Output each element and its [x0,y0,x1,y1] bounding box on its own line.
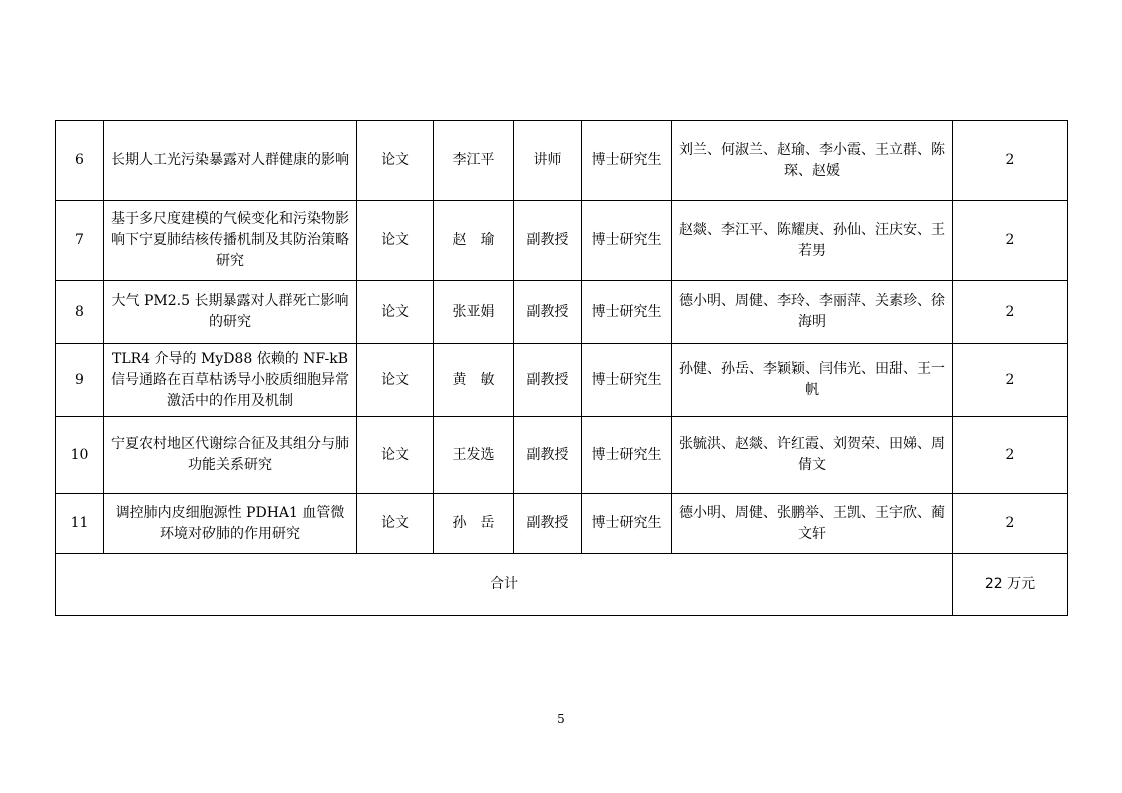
row-number: 9 [56,344,104,417]
leader-rank: 副教授 [514,344,582,417]
achievement-type: 论文 [357,281,434,344]
leader-rank: 副教授 [514,417,582,494]
funding-amount: 2 [953,121,1068,201]
leader-rank: 副教授 [514,494,582,554]
leader-rank: 副教授 [514,201,582,281]
team-members: 刘兰、何淑兰、赵瑜、李小霞、王立群、陈琛、赵媛 [672,121,953,201]
funding-amount: 2 [953,417,1068,494]
funding-amount: 2 [953,201,1068,281]
row-number: 11 [56,494,104,554]
project-leader: 张亚娟 [434,281,514,344]
project-title: 基于多尺度建模的气候变化和污染物影响下宁夏肺结核传播机制及其防治策略研究 [104,201,357,281]
leader-degree: 博士研究生 [582,121,672,201]
achievement-type: 论文 [357,494,434,554]
team-members: 德小明、周健、李玲、李丽萍、关素珍、徐海明 [672,281,953,344]
total-row [56,554,1068,616]
project-title: TLR4 介导的 MyD88 依赖的 NF-kB 信号通路在百草枯诱导小胶质细胞异常激活中的作用及机制 [104,344,357,417]
row-number: 7 [56,201,104,281]
table-row [56,121,1068,201]
project-leader: 赵 瑜 [434,201,514,281]
leader-degree: 博士研究生 [582,417,672,494]
row-number: 10 [56,417,104,494]
team-members: 赵燚、李江平、陈耀庚、孙仙、汪庆安、王若男 [672,201,953,281]
leader-degree: 博士研究生 [582,494,672,554]
table-row [56,281,1068,344]
project-leader: 王发选 [434,417,514,494]
project-leader: 李江平 [434,121,514,201]
table-row [56,494,1068,554]
achievement-type: 论文 [357,201,434,281]
row-number: 6 [56,121,104,201]
leader-degree: 博士研究生 [582,201,672,281]
project-title: 长期人工光污染暴露对人群健康的影响 [104,121,357,201]
achievement-type: 论文 [357,121,434,201]
project-table [55,120,1068,616]
team-members: 孙健、孙岳、李颖颖、闫伟光、田甜、王一帆 [672,344,953,417]
funding-amount: 2 [953,281,1068,344]
funding-amount: 2 [953,494,1068,554]
achievement-type: 论文 [357,417,434,494]
leader-rank: 讲师 [514,121,582,201]
project-leader: 黄 敏 [434,344,514,417]
funding-amount: 2 [953,344,1068,417]
table-row [56,417,1068,494]
achievement-type: 论文 [357,344,434,417]
leader-rank: 副教授 [514,281,582,344]
project-title: 宁夏农村地区代谢综合征及其组分与肺功能关系研究 [104,417,357,494]
project-title: 大气 PM2.5 长期暴露对人群死亡影响的研究 [104,281,357,344]
team-members: 德小明、周健、张鹏举、王凯、王宇欣、蔺文轩 [672,494,953,554]
total-label: 合计 [56,554,953,616]
project-leader: 孙 岳 [434,494,514,554]
table-row [56,201,1068,281]
team-members: 张毓洪、赵燚、许红霞、刘贺荣、田娣、周倩文 [672,417,953,494]
table-row [56,344,1068,417]
page-number: 5 [557,712,565,726]
leader-degree: 博士研究生 [582,281,672,344]
leader-degree: 博士研究生 [582,344,672,417]
total-amount: 22 万元 [953,554,1068,616]
project-title: 调控肺内皮细胞源性 PDHA1 血管微环境对矽肺的作用研究 [104,494,357,554]
row-number: 8 [56,281,104,344]
